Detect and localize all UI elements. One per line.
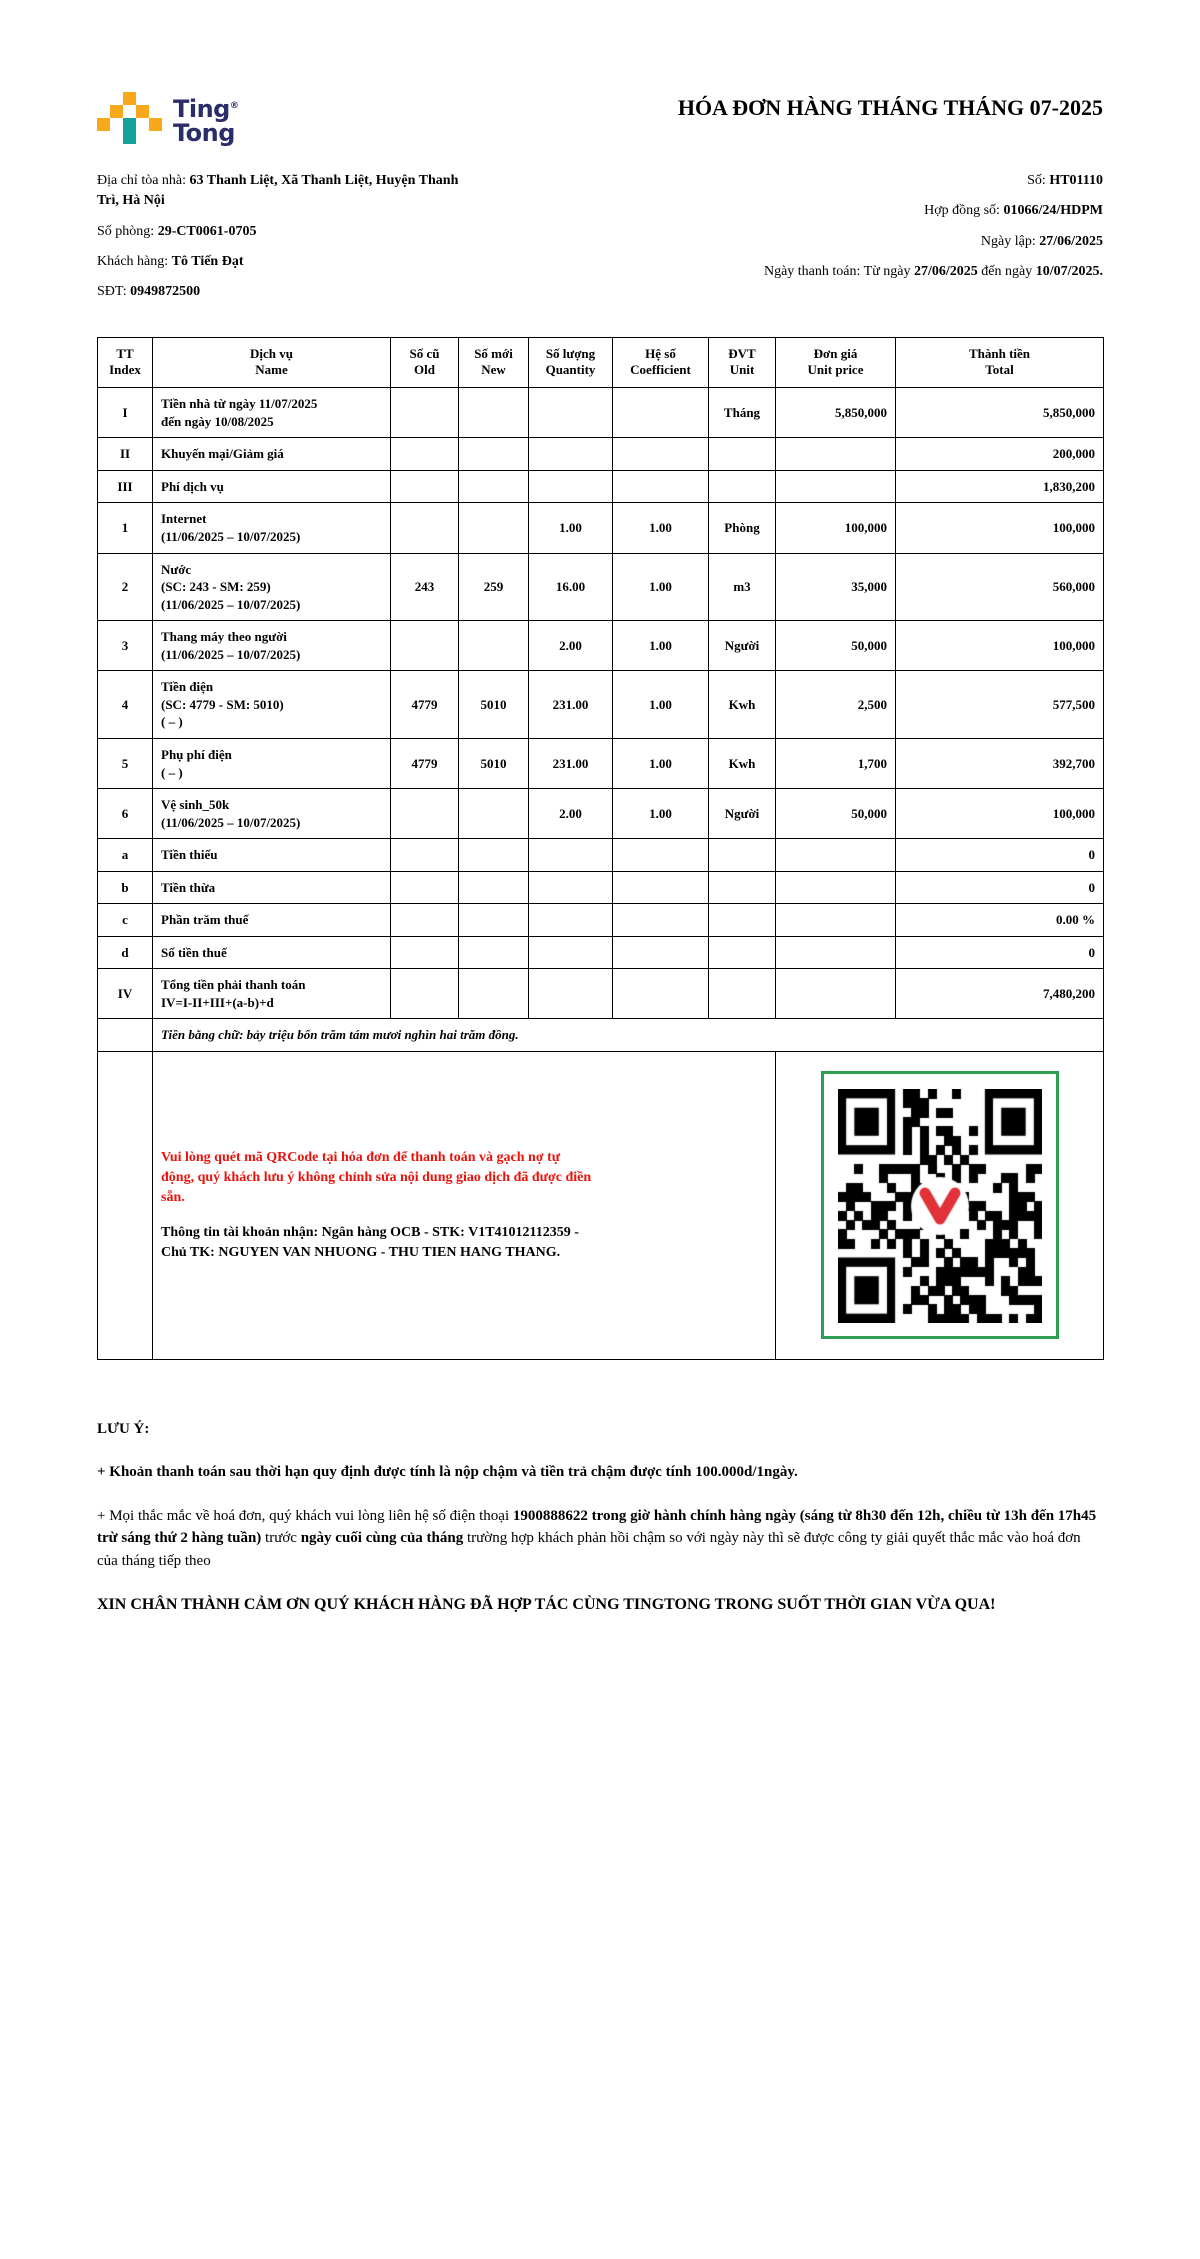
- cell-unit-price: 35,000: [776, 553, 896, 621]
- cell-old: 243: [391, 553, 459, 621]
- cell-total: 392,700: [896, 738, 1104, 788]
- col-total: Thành tiền Total: [896, 337, 1104, 388]
- notes-heading: LƯU Ý:: [97, 1420, 150, 1437]
- cell-unit: Kwh: [709, 738, 776, 788]
- col-old: Số cũ Old: [391, 337, 459, 388]
- cell-unit: Người: [709, 621, 776, 671]
- hotline-note: + Mọi thắc mắc về hoá đơn, quý khách vui lòng liên hệ số điện thoại 1900888622 trong giờ hành chính hàng ngày (sáng từ 8h30 đến 12h, chiều từ 13h đến 17h45 trừ sáng thứ 2 hàng tuần) trước ngày cuối cùng của tháng trường hợp khách phản hồi chậm so với ngày này thì sẽ được công ty giải quyết thắc mắc vào hoá đơn của tháng tiếp theo: [97, 1507, 1097, 1569]
- cell-old: [391, 503, 459, 553]
- invoice-table: [97, 337, 1104, 1360]
- cell-quantity: 2.00: [529, 789, 613, 839]
- cell-old: [391, 621, 459, 671]
- row-index: 4: [98, 671, 153, 739]
- cell-total: 560,000: [896, 553, 1104, 621]
- service-name: Khuyến mại/Giảm giá: [153, 438, 391, 471]
- table-row: [98, 470, 1104, 503]
- table-row: [98, 789, 1104, 839]
- cell-total: 0: [896, 936, 1104, 969]
- cell-unit-price: [776, 871, 896, 904]
- invoice-number-line: Số: HT01110: [1027, 173, 1103, 189]
- invoice-table-footer: [98, 1019, 1104, 1360]
- building-address-line: Địa chỉ tòa nhà: 63 Thanh Liệt, Xã Thanh Liệt, Huyện Thanh Trì, Hà Nội: [97, 173, 459, 209]
- table-row: [98, 553, 1104, 621]
- cell-coefficient: 1.00: [613, 553, 709, 621]
- cell-coefficient: [613, 936, 709, 969]
- cell-old: [391, 839, 459, 872]
- cell-coefficient: [613, 969, 709, 1019]
- logo-wordmark: [173, 95, 239, 147]
- service-name: Internet (11/06/2025 – 10/07/2025): [153, 503, 391, 553]
- qr-code-frame: [821, 1071, 1059, 1339]
- service-name: Tiền nhà từ ngày 11/07/2025 đến ngày 10/08/2025: [153, 388, 391, 438]
- cell-new: 5010: [459, 671, 529, 739]
- table-row: [98, 904, 1104, 937]
- cell-quantity: 2.00: [529, 621, 613, 671]
- room-number-line: Số phòng: 29-CT0061-0705: [97, 223, 257, 239]
- table-row: [98, 621, 1104, 671]
- cell-unit: [709, 904, 776, 937]
- cell-unit-price: [776, 969, 896, 1019]
- row-index: c: [98, 904, 153, 937]
- invoice-meta: [543, 171, 1103, 312]
- header: [97, 92, 1103, 145]
- col-unit: ĐVT Unit: [709, 337, 776, 388]
- table-row: [98, 388, 1104, 438]
- cell-old: [391, 936, 459, 969]
- cell-coefficient: [613, 438, 709, 471]
- cell-new: [459, 388, 529, 438]
- row-index: IV: [98, 969, 153, 1019]
- customer-name-line: Khách hàng: Tô Tiến Đạt: [97, 253, 244, 269]
- col-service: Dịch vụ Name: [153, 337, 391, 388]
- cell-total: 5,850,000: [896, 388, 1104, 438]
- table-row: [98, 871, 1104, 904]
- cell-coefficient: [613, 871, 709, 904]
- cell-total: 200,000: [896, 438, 1104, 471]
- row-index: I: [98, 388, 153, 438]
- row-index: III: [98, 470, 153, 503]
- table-row: [98, 839, 1104, 872]
- cell-new: [459, 789, 529, 839]
- cell-coefficient: [613, 839, 709, 872]
- thank-you-note: XIN CHÂN THÀNH CẢM ƠN QUÝ KHÁCH HÀNG ĐÃ HỢP TÁC CÙNG TINGTONG TRONG SUỐT THỜI GIAN VỪA QUA!: [97, 1596, 996, 1614]
- cell-unit: [709, 936, 776, 969]
- row-index: 5: [98, 738, 153, 788]
- row-index: b: [98, 871, 153, 904]
- cell-total: 0: [896, 839, 1104, 872]
- cell-total: 0.00 %: [896, 904, 1104, 937]
- cell-total: 1,830,200: [896, 470, 1104, 503]
- payment-period-line: Ngày thanh toán: Từ ngày 27/06/2025 đến ngày 10/07/2025.: [763, 263, 1103, 279]
- footer-notes: [97, 1418, 1103, 1618]
- invoice-table-body: [98, 388, 1104, 1019]
- cell-quantity: [529, 438, 613, 471]
- customer-info: [97, 171, 477, 312]
- cell-unit: [709, 438, 776, 471]
- row-index: 1: [98, 503, 153, 553]
- cell-quantity: 1.00: [529, 503, 613, 553]
- cell-unit: Người: [709, 789, 776, 839]
- cell-coefficient: 1.00: [613, 503, 709, 553]
- cell-quantity: [529, 936, 613, 969]
- cell-coefficient: [613, 904, 709, 937]
- cell-total: 577,500: [896, 671, 1104, 739]
- service-name: Phí dịch vụ: [153, 470, 391, 503]
- cell-coefficient: [613, 470, 709, 503]
- cell-unit-price: 50,000: [776, 789, 896, 839]
- cell-old: [391, 438, 459, 471]
- row-index: 2: [98, 553, 153, 621]
- cell-quantity: 231.00: [529, 738, 613, 788]
- cell-total: 0: [896, 871, 1104, 904]
- cell-quantity: 16.00: [529, 553, 613, 621]
- col-unit-price: Đơn giá Unit price: [776, 337, 896, 388]
- cell-unit-price: [776, 438, 896, 471]
- row-index: 3: [98, 621, 153, 671]
- row-index: 6: [98, 789, 153, 839]
- issue-date-line: Ngày lập: 27/06/2025: [980, 233, 1103, 249]
- cell-unit-price: 100,000: [776, 503, 896, 553]
- col-new: Số mới New: [459, 337, 529, 388]
- table-row: [98, 936, 1104, 969]
- service-name: Tổng tiền phải thanh toán IV=I-II+III+(a-b)+d: [153, 969, 391, 1019]
- cell-unit-price: 50,000: [776, 621, 896, 671]
- cell-coefficient: [613, 388, 709, 438]
- payment-instructions: [153, 1051, 776, 1359]
- cell-quantity: [529, 904, 613, 937]
- service-name: Tiền thừa: [153, 871, 391, 904]
- cell-total: 100,000: [896, 789, 1104, 839]
- cell-unit-price: 2,500: [776, 671, 896, 739]
- table-row: [98, 969, 1104, 1019]
- cell-new: [459, 839, 529, 872]
- cell-new: [459, 904, 529, 937]
- table-row: [98, 503, 1104, 553]
- cell-total: 100,000: [896, 503, 1104, 553]
- tingtong-logo: [97, 92, 238, 145]
- cell-coefficient: 1.00: [613, 789, 709, 839]
- cell-quantity: [529, 839, 613, 872]
- cell-new: [459, 969, 529, 1019]
- col-index: TT Index: [98, 337, 153, 388]
- cell-new: [459, 503, 529, 553]
- row-index: II: [98, 438, 153, 471]
- cell-unit-price: 5,850,000: [776, 388, 896, 438]
- amount-in-words: Tiền bằng chữ: bảy triệu bốn trăm tám mươi nghìn hai trăm đồng.: [153, 1019, 1104, 1052]
- service-name: Tiền điện (SC: 4779 - SM: 5010) ( – ): [153, 671, 391, 739]
- late-payment-note: + Khoản thanh toán sau thời hạn quy định được tính là nộp chậm và tiền trả chậm được tính 100.000d/1ngày.: [97, 1464, 798, 1481]
- row-index: a: [98, 839, 153, 872]
- cell-old: [391, 969, 459, 1019]
- cell-new: 5010: [459, 738, 529, 788]
- cell-old: [391, 470, 459, 503]
- logo-line1: Ting: [173, 95, 230, 123]
- cell-unit: [709, 839, 776, 872]
- cell-unit: Tháng: [709, 388, 776, 438]
- cell-old: [391, 789, 459, 839]
- cell-new: [459, 936, 529, 969]
- row-index: d: [98, 936, 153, 969]
- page-title: HÓA ĐƠN HÀNG THÁNG THÁNG 07-2025: [677, 95, 1103, 120]
- cell-old: [391, 904, 459, 937]
- cell-new: 259: [459, 553, 529, 621]
- cell-unit-price: 1,700: [776, 738, 896, 788]
- cell-unit: [709, 871, 776, 904]
- tingtong-pixel-icon: [97, 92, 162, 145]
- cell-unit: [709, 969, 776, 1019]
- cell-total: 100,000: [896, 621, 1104, 671]
- cell-total: 7,480,200: [896, 969, 1104, 1019]
- cell-unit-price: [776, 839, 896, 872]
- table-row: [98, 438, 1104, 471]
- cell-quantity: [529, 470, 613, 503]
- cell-unit: m3: [709, 553, 776, 621]
- bank-account-info: Thông tin tài khoản nhận: Ngân hàng OCB - STK: V1T41012112359 - Chủ TK: NGUYEN VAN NHUONG - THU TIEN HANG THANG.: [161, 1224, 579, 1260]
- col-coefficient: Hệ số Coefficient: [613, 337, 709, 388]
- qr-scan-note: Vui lòng quét mã QRCode tại hóa đơn để thanh toán và gạch nợ tự động, quý khách lưu ý không chỉnh sửa nội dung giao dịch đã được điền sẵn.: [161, 1149, 592, 1206]
- cell-quantity: 231.00: [529, 671, 613, 739]
- qr-payment-row: [98, 1051, 1104, 1359]
- service-name: Vệ sinh_50k (11/06/2025 – 10/07/2025): [153, 789, 391, 839]
- logo-line2: Tong: [173, 118, 235, 147]
- service-name: Tiền thiếu: [153, 839, 391, 872]
- cell-new: [459, 470, 529, 503]
- cell-unit: [709, 470, 776, 503]
- cell-new: [459, 621, 529, 671]
- cell-unit-price: [776, 904, 896, 937]
- cell-old: [391, 871, 459, 904]
- cell-quantity: [529, 388, 613, 438]
- cell-quantity: [529, 871, 613, 904]
- service-name: Phụ phí điện ( – ): [153, 738, 391, 788]
- cell-old: 4779: [391, 671, 459, 739]
- qr-code: [838, 1089, 1042, 1323]
- qr-code-cell: [776, 1051, 1104, 1359]
- cell-coefficient: 1.00: [613, 621, 709, 671]
- cell-new: [459, 871, 529, 904]
- amount-in-words-row: [98, 1019, 1104, 1052]
- cell-coefficient: 1.00: [613, 671, 709, 739]
- cell-quantity: [529, 969, 613, 1019]
- table-header-row: [98, 337, 1104, 388]
- service-name: Số tiền thuế: [153, 936, 391, 969]
- cell-old: 4779: [391, 738, 459, 788]
- cell-unit: Kwh: [709, 671, 776, 739]
- contract-number-line: Hợp đồng số: 01066/24/HDPM: [924, 203, 1103, 219]
- table-row: [98, 738, 1104, 788]
- table-row: [98, 671, 1104, 739]
- col-quantity: Số lượng Quantity: [529, 337, 613, 388]
- cell-unit-price: [776, 470, 896, 503]
- registered-mark: ®: [229, 101, 239, 111]
- phone-line: SĐT: 0949872500: [97, 284, 201, 300]
- cell-old: [391, 388, 459, 438]
- invoice-info: [97, 171, 1103, 312]
- service-name: Thang máy theo người (11/06/2025 – 10/07/2025): [153, 621, 391, 671]
- cell-unit-price: [776, 936, 896, 969]
- service-name: Nước (SC: 243 - SM: 259) (11/06/2025 – 10/07/2025): [153, 553, 391, 621]
- cell-unit: Phòng: [709, 503, 776, 553]
- service-name: Phần trăm thuế: [153, 904, 391, 937]
- cell-coefficient: 1.00: [613, 738, 709, 788]
- cell-new: [459, 438, 529, 471]
